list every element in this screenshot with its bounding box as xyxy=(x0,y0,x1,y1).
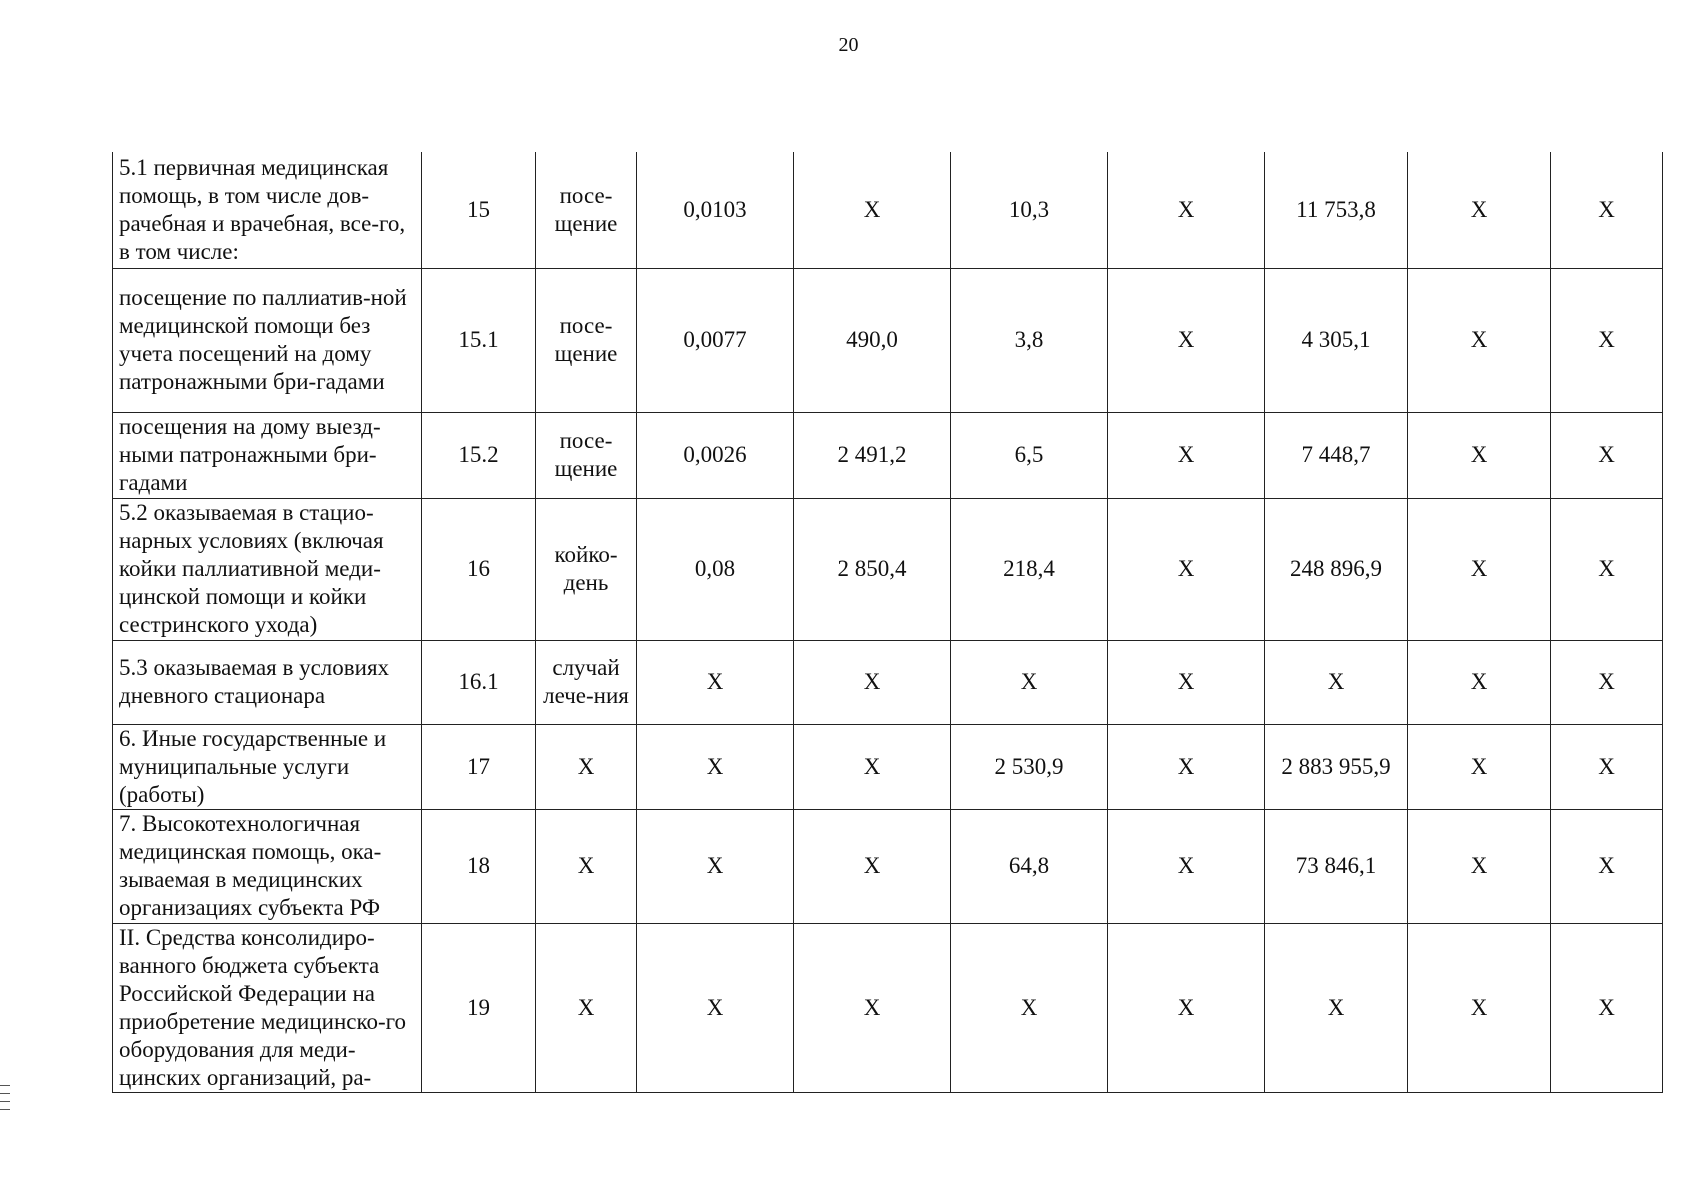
cell-unit: Х xyxy=(536,809,637,923)
cell-code: 16 xyxy=(422,498,536,640)
cell-c2: Х xyxy=(794,724,951,809)
cell-c7: Х xyxy=(1551,640,1663,724)
cell-c3: 2 530,9 xyxy=(951,724,1108,809)
cell-c7: Х xyxy=(1551,412,1663,498)
cell-code: 18 xyxy=(422,809,536,923)
page-number: 20 xyxy=(838,34,859,56)
cell-c6: Х xyxy=(1408,724,1551,809)
cell-unit: Х xyxy=(536,724,637,809)
cell-c5: 2 883 955,9 xyxy=(1265,724,1408,809)
cell-c2: 490,0 xyxy=(794,268,951,412)
cell-c4: Х xyxy=(1108,923,1265,1092)
cell-c4: Х xyxy=(1108,724,1265,809)
cell-c1: 0,0026 xyxy=(637,412,794,498)
cell-c1: 0,0103 xyxy=(637,152,794,268)
cell-unit: посе-щение xyxy=(536,412,637,498)
cell-c3: Х xyxy=(951,923,1108,1092)
cell-c1: Х xyxy=(637,724,794,809)
cell-c7: Х xyxy=(1551,498,1663,640)
cell-code: 17 xyxy=(422,724,536,809)
cell-c3: 218,4 xyxy=(951,498,1108,640)
cell-c1: 0,08 xyxy=(637,498,794,640)
cell-c5: 73 846,1 xyxy=(1265,809,1408,923)
cell-c3: Х xyxy=(951,640,1108,724)
table-row xyxy=(113,923,1663,1092)
margin-mark xyxy=(0,1109,10,1110)
cell-c1: Х xyxy=(637,923,794,1092)
margin-mark xyxy=(0,1093,10,1094)
cell-c2: Х xyxy=(794,923,951,1092)
cell-c7: Х xyxy=(1551,724,1663,809)
cell-c4: Х xyxy=(1108,412,1265,498)
table-row xyxy=(113,268,1663,412)
row-name-cell: II. Средства консолидиро-ванного бюджета субъекта Российской Федерации на приобретение медицинско-го оборудования для меди-цинских организаций, ра- xyxy=(113,923,422,1092)
cell-unit: посе-щение xyxy=(536,152,637,268)
cell-c3: 6,5 xyxy=(951,412,1108,498)
row-name-cell: 5.3 оказываемая в условиях дневного стационара xyxy=(113,640,422,724)
cell-c4: Х xyxy=(1108,498,1265,640)
cell-c7: Х xyxy=(1551,809,1663,923)
cell-c5: Х xyxy=(1265,640,1408,724)
cell-code: 15 xyxy=(422,152,536,268)
row-name-cell: 6. Иные государственные и муниципальные услуги (работы) xyxy=(113,724,422,809)
cell-c4: Х xyxy=(1108,152,1265,268)
table-body xyxy=(113,152,1663,1092)
cell-c5: Х xyxy=(1265,923,1408,1092)
cell-c4: Х xyxy=(1108,809,1265,923)
cell-c4: Х xyxy=(1108,640,1265,724)
cell-c1: Х xyxy=(637,809,794,923)
cell-code: 19 xyxy=(422,923,536,1092)
row-name-cell: 5.1 первичная медицинская помощь, в том числе дов-рачебная и врачебная, все-го, в том числе: xyxy=(113,152,422,268)
cell-unit: случай лече-ния xyxy=(536,640,637,724)
table-row xyxy=(113,724,1663,809)
cell-unit: Х xyxy=(536,923,637,1092)
cell-c2: Х xyxy=(794,640,951,724)
table-row xyxy=(113,640,1663,724)
cell-code: 15.2 xyxy=(422,412,536,498)
cell-c6: Х xyxy=(1408,923,1551,1092)
cell-c1: 0,0077 xyxy=(637,268,794,412)
cell-c6: Х xyxy=(1408,152,1551,268)
table-row xyxy=(113,498,1663,640)
cell-unit: посе-щение xyxy=(536,268,637,412)
cell-c6: Х xyxy=(1408,498,1551,640)
margin-mark xyxy=(0,1085,10,1086)
cell-c3: 64,8 xyxy=(951,809,1108,923)
margin-mark xyxy=(0,1101,10,1102)
cell-unit: койко-день xyxy=(536,498,637,640)
cell-c2: Х xyxy=(794,152,951,268)
cell-code: 15.1 xyxy=(422,268,536,412)
row-name-cell: 7. Высокотехнологичная медицинская помощь, ока-зываемая в медицинских организациях субъекта РФ xyxy=(113,809,422,923)
cell-c4: Х xyxy=(1108,268,1265,412)
cell-c6: Х xyxy=(1408,268,1551,412)
cell-c2: 2 491,2 xyxy=(794,412,951,498)
cell-c5: 7 448,7 xyxy=(1265,412,1408,498)
cell-c6: Х xyxy=(1408,640,1551,724)
cell-c2: Х xyxy=(794,809,951,923)
cell-c5: 11 753,8 xyxy=(1265,152,1408,268)
cell-c1: Х xyxy=(637,640,794,724)
cell-c5: 248 896,9 xyxy=(1265,498,1408,640)
cell-c7: Х xyxy=(1551,268,1663,412)
cell-c2: 2 850,4 xyxy=(794,498,951,640)
cell-c7: Х xyxy=(1551,923,1663,1092)
cell-c5: 4 305,1 xyxy=(1265,268,1408,412)
cell-code: 16.1 xyxy=(422,640,536,724)
cell-c3: 10,3 xyxy=(951,152,1108,268)
row-name-cell: посещения на дому выезд-ными патронажными бри-гадами xyxy=(113,412,422,498)
cell-c6: Х xyxy=(1408,412,1551,498)
row-name-cell: 5.2 оказываемая в стацио-нарных условиях (включая койки паллиативной меди-цинской помощи и койки сестринского ухода) xyxy=(113,498,422,640)
table-row xyxy=(113,412,1663,498)
financing-table xyxy=(112,152,1663,1093)
cell-c3: 3,8 xyxy=(951,268,1108,412)
table-row xyxy=(113,809,1663,923)
table-row xyxy=(113,152,1663,268)
cell-c6: Х xyxy=(1408,809,1551,923)
row-name-cell: посещение по паллиатив-ной медицинской помощи без учета посещений на дому патронажными бри-гадами xyxy=(113,268,422,412)
cell-c7: Х xyxy=(1551,152,1663,268)
